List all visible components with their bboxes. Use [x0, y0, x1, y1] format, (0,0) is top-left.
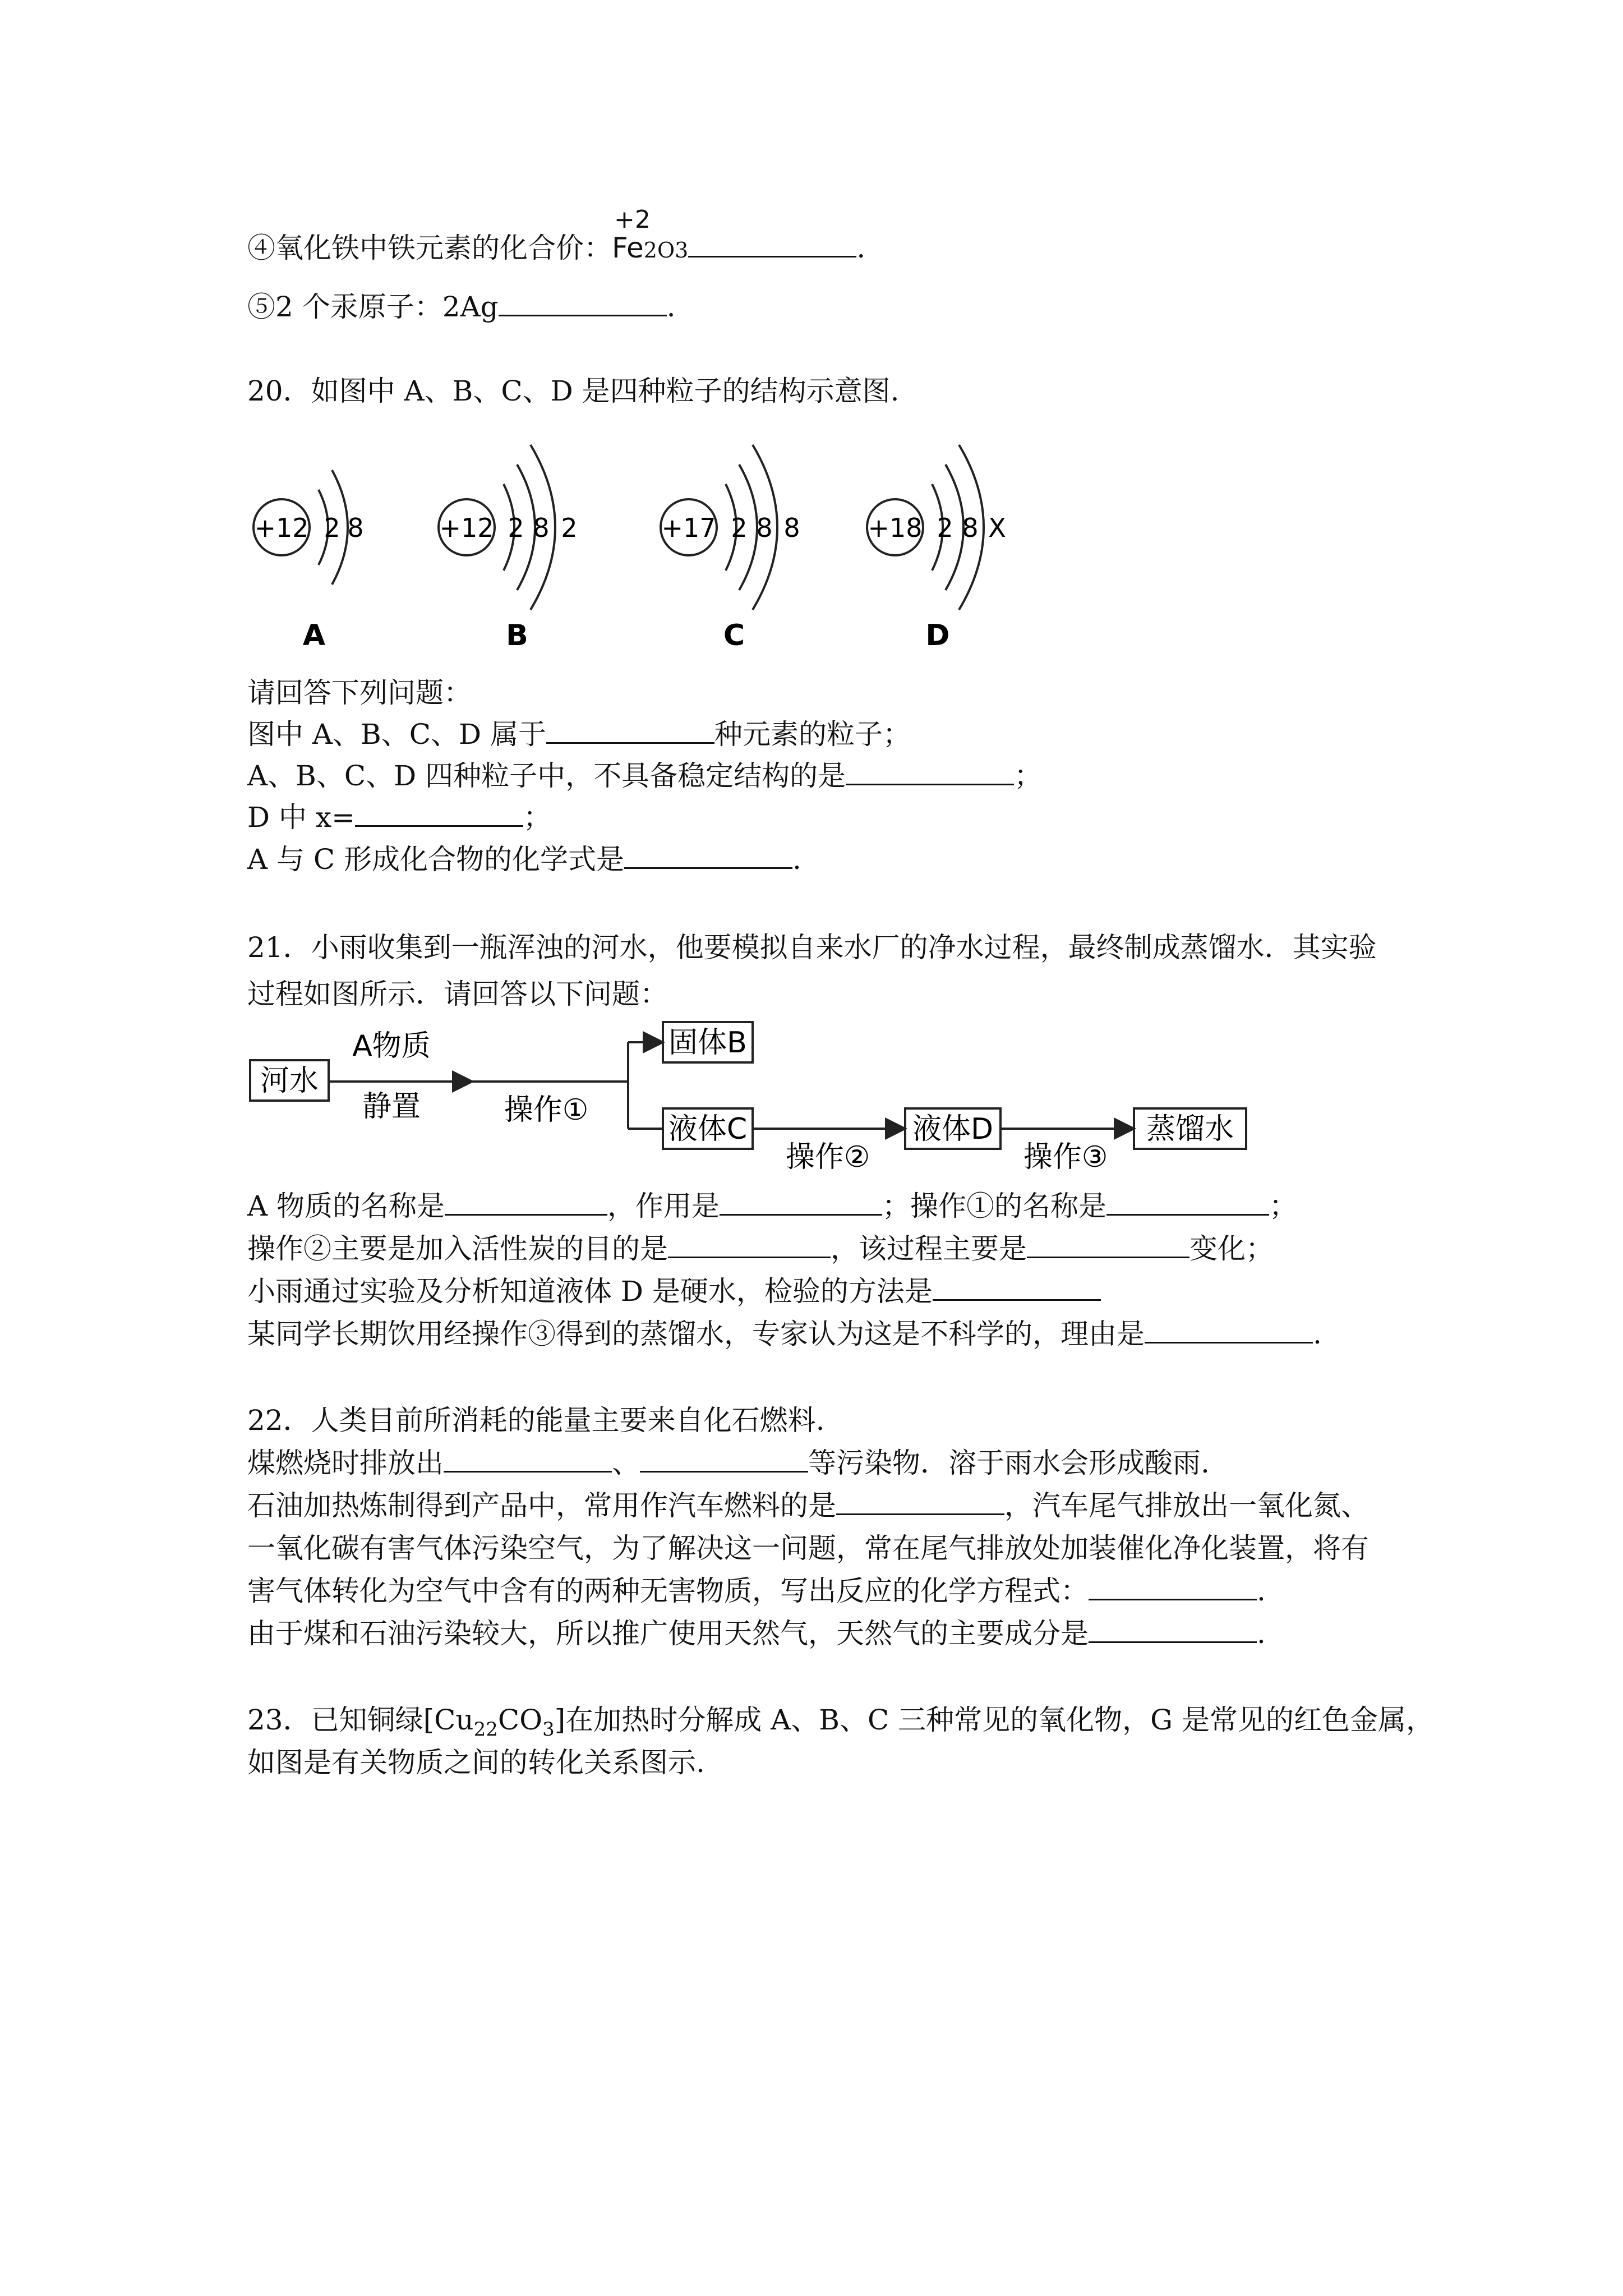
- valence-mark: +2: [614, 205, 651, 234]
- atom-label: D: [925, 619, 950, 652]
- q22-title: 22．人类目前所消耗的能量主要来自化石燃料.: [247, 1404, 825, 1437]
- q23-line1: 23．已知铜绿$[Cu_{22}CO_3]$在加热时分解成 A、B、C 三种常见的氧化物，G 是常见的红色金属，: [247, 1704, 1434, 1741]
- q19-item4: ④氧化铁中铁元素的化合价： +2 Fe2O3 .: [247, 230, 865, 268]
- q21-line4: 某同学长期饮用经操作③得到的蒸馏水，专家认为这是不科学的，理由是 .: [247, 1316, 1322, 1352]
- q21-title-line2: 过程如图所示．请回答以下问题：: [247, 978, 668, 1010]
- atom-label: A: [302, 619, 326, 652]
- answer-blank[interactable]: [355, 799, 523, 827]
- river-water-label: 河水: [260, 1064, 319, 1098]
- water-purification-flowchart: [241, 1015, 1262, 1184]
- shell-electrons: 2: [731, 513, 748, 543]
- settle-label: 静置: [362, 1090, 421, 1124]
- answer-blank[interactable]: [1106, 1188, 1269, 1216]
- q21-line2: 操作②主要是加入活性炭的目的是 ，该过程主要是 变化；: [247, 1231, 1274, 1267]
- operation-2-label: 操作②: [785, 1140, 870, 1174]
- atom-c: [661, 445, 800, 652]
- answer-blank[interactable]: [836, 1488, 1004, 1515]
- q21-line3: 小雨通过实验及分析知道液体 D 是硬水，检验的方法是: [247, 1273, 1101, 1309]
- fe-symbol: Fe: [612, 232, 644, 264]
- answer-blank[interactable]: [499, 289, 667, 316]
- q22-line2: 石油加热炼制得到产品中，常用作汽车燃料的是 ，汽车尾气排放出一氧化氮、: [247, 1488, 1369, 1524]
- liquid-d-label: 液体D: [912, 1112, 994, 1146]
- answer-blank[interactable]: [624, 841, 792, 869]
- operation-1-label: 操作①: [504, 1093, 589, 1127]
- answer-blank[interactable]: [688, 230, 856, 257]
- q20-line1: 图中 A、B、C、D 属于 种元素的粒子；: [247, 716, 911, 752]
- shell-electrons: 2: [508, 513, 524, 543]
- nucleus-charge: +18: [868, 513, 923, 543]
- answer-blank[interactable]: [933, 1273, 1101, 1301]
- solid-b-label: 固体B: [668, 1026, 747, 1060]
- shell-electrons: 8: [783, 513, 800, 543]
- q22-line5: 由于煤和石油污染较大，所以推广使用天然气，天然气的主要成分是 .: [247, 1616, 1266, 1651]
- answer-blank[interactable]: [668, 1231, 831, 1258]
- answer-blank[interactable]: [1089, 1573, 1257, 1600]
- nucleus-charge: +17: [661, 513, 716, 543]
- distilled-water-label: 蒸馏水: [1146, 1112, 1234, 1146]
- shell-electrons: X: [988, 513, 1006, 543]
- answer-blank[interactable]: [444, 1445, 612, 1473]
- answer-blank[interactable]: [1027, 1231, 1189, 1258]
- shell-electrons: 8: [347, 513, 364, 543]
- shell-electrons: 8: [533, 513, 550, 543]
- atom-a: [253, 470, 364, 652]
- reagent-a-label: A物质: [352, 1029, 431, 1063]
- q22-line3: 一氧化碳有害气体污染空气，为了解决这一问题，常在尾气排放处加装催化净化装置，将有: [247, 1532, 1369, 1565]
- shell-electrons: 2: [324, 513, 340, 543]
- q19-item4-text: ④氧化铁中铁元素的化合价：: [247, 232, 612, 264]
- answer-blank[interactable]: [1145, 1316, 1313, 1343]
- shell-electrons: 8: [962, 513, 979, 543]
- answer-blank[interactable]: [846, 758, 1014, 785]
- atom-d: [867, 445, 1006, 652]
- q19-item5: ⑤2 个汞原子：2Ag .: [247, 289, 676, 325]
- q20-line3: D 中 x= ；: [247, 799, 551, 835]
- answer-blank[interactable]: [1089, 1616, 1257, 1643]
- q22-line1: 煤燃烧时排放出 、 等污染物．溶于雨水会形成酸雨.: [247, 1445, 1210, 1481]
- answer-blank[interactable]: [720, 1188, 882, 1216]
- q21-line1: A 物质的名称是 ，作用是 ；操作①的名称是 ；: [247, 1188, 1297, 1224]
- formula-rest: 2O3: [643, 238, 689, 263]
- answer-blank[interactable]: [546, 716, 714, 744]
- nucleus-charge: +12: [439, 513, 494, 543]
- shell-electrons: 2: [561, 513, 578, 543]
- q23-line2: 如图是有关物质之间的转化关系图示.: [247, 1746, 705, 1779]
- atom-b: [439, 445, 578, 652]
- answer-blank[interactable]: [640, 1445, 808, 1473]
- nucleus-charge: +12: [254, 513, 309, 543]
- atom-label: B: [506, 619, 528, 652]
- q22-line4: 害气体转化为空气中含有的两种无害物质，写出反应的化学方程式： .: [247, 1573, 1266, 1609]
- q20-title: 20．如图中 A、B、C、D 是四种粒子的结构示意图.: [247, 375, 900, 407]
- q19-item5-text: ⑤2 个汞原子：2Ag: [247, 291, 499, 323]
- q20-prompt: 请回答下列问题：: [247, 677, 472, 709]
- atomic-structure-diagrams: [236, 418, 1054, 665]
- operation-3-label: 操作③: [1023, 1140, 1108, 1174]
- atom-label: C: [723, 619, 745, 652]
- shell-electrons: 8: [756, 513, 773, 543]
- q21-title-line1: 21．小雨收集到一瓶浑浊的河水，他要模拟自来水厂的净水过程，最终制成蒸馏水．其实验: [247, 931, 1377, 964]
- fe2o3-formula: [612, 205, 689, 268]
- shell-electrons: 2: [937, 513, 953, 543]
- q20-line4: A 与 C 形成化合物的化学式是 .: [247, 841, 801, 877]
- answer-blank[interactable]: [445, 1188, 607, 1216]
- q20-line2: A、B、C、D 四种粒子中，不具备稳定结构的是 ；: [247, 758, 1042, 794]
- liquid-c-label: 液体C: [668, 1112, 748, 1146]
